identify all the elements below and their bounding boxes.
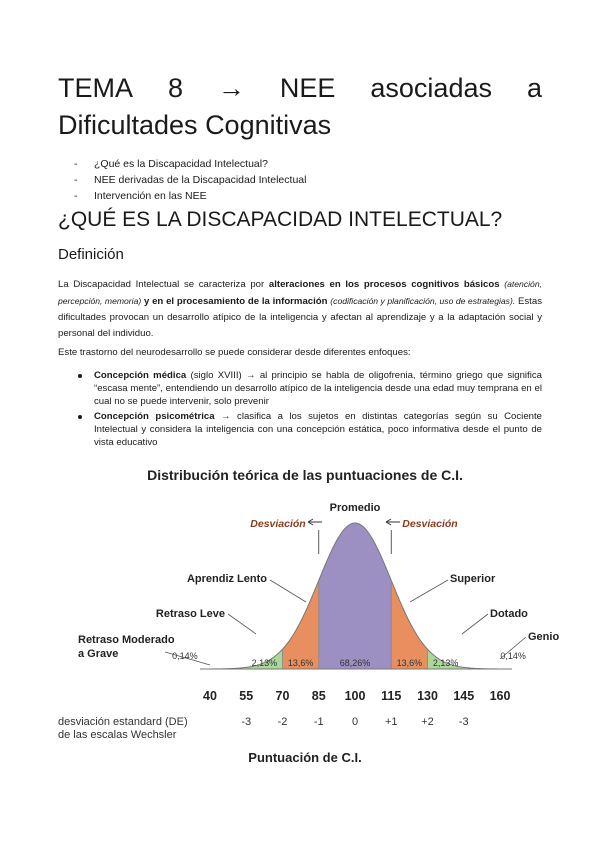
section-heading: ¿QUÉ ES LA DISCAPACIDAD INTELECTUAL? — [58, 208, 503, 231]
leader-line — [228, 614, 256, 634]
x-tick-label: 145 — [453, 689, 475, 703]
x-tick-label: 160 — [489, 689, 511, 703]
region-percent-label: 0,14% — [172, 651, 198, 661]
region-percent-label: 2,13% — [432, 658, 459, 668]
region-label: Dotado — [490, 608, 528, 620]
toc-item: - NEE derivadas de la Discapacidad Intelectual — [74, 172, 306, 188]
approaches-list — [78, 369, 542, 451]
x-tick-label: 85 — [311, 689, 326, 703]
sd-value-label: +1 — [384, 716, 398, 728]
chart-title: Distribución teórica de las puntuaciones de C.I. — [147, 467, 463, 483]
region-label: Genio — [528, 631, 560, 643]
x-axis-title: Puntuación de C.I. — [248, 750, 362, 765]
italic-text-run: (atención, percepción, memoria) — [58, 279, 542, 306]
x-tick-label: 40 — [203, 689, 217, 703]
list-item — [78, 369, 542, 408]
title-word: TEMA — [58, 73, 134, 103]
leader-line — [270, 580, 306, 602]
region-percent-label: 13,6% — [396, 658, 423, 668]
title-word: 8 — [167, 73, 183, 103]
x-tick-label: 115 — [381, 689, 402, 703]
iq-distribution-chart — [58, 462, 560, 772]
leader-line — [410, 580, 448, 602]
text-run: La Discapacidad Intelectual se caracteriza por — [58, 279, 269, 290]
title-line-2: Dificultades Cognitivas — [58, 110, 332, 140]
approaches-intro: Este trastorno del neurodesarrollo se puede considerar desde diferentes enfoques: — [58, 347, 411, 358]
region-percent-label: 0,14% — [500, 651, 526, 661]
sd-row-label: de las escalas Wechsler — [58, 729, 177, 741]
x-tick-label: 55 — [239, 689, 254, 703]
sd-row-label: desviación estandard (DE) — [58, 716, 188, 728]
x-tick-label: 130 — [417, 689, 438, 703]
title-line-1 — [58, 70, 542, 107]
toc-item: - ¿Qué es la Discapacidad Intelectual? — [74, 156, 306, 172]
title-word: NEE — [279, 73, 336, 103]
table-of-contents — [74, 156, 306, 204]
title-word: asociadas — [370, 73, 492, 103]
bold-text-run: y en el procesamiento de la información — [141, 296, 328, 307]
region-label: Superior — [450, 573, 496, 585]
distribution-region-3 — [319, 523, 392, 669]
region-percent-label: 2,13% — [251, 658, 278, 668]
definition-paragraph — [58, 276, 542, 342]
deviation-arrow-left — [308, 519, 322, 525]
list-item-text: (siglo XVIII) → al principio se habla de oligofrenia, término griego que significa “escasa mente”, entendiendo un desarrollo atípico de la inteligencia desde una edad muy temprana en el cual no se puede intervenir, solo prevenir — [94, 370, 542, 407]
page-title — [58, 70, 542, 144]
subsection-heading: Definición — [58, 246, 124, 263]
sd-value-label: -3 — [241, 716, 252, 728]
list-item-text: → clasifica a los sujetos en distintas categorías según su Cociente Intelectual y considera la inteligencia con una concepción estática, poco informativa desde el punto de vista educativo — [94, 411, 542, 448]
sd-value-label: 0 — [351, 716, 359, 728]
x-tick-label: 100 — [344, 689, 366, 703]
list-item-bold: Concepción psicométrica — [94, 411, 215, 422]
title-word: → — [217, 73, 245, 103]
sd-value-label: -3 — [458, 716, 469, 728]
deviation-label-left: Desviación — [250, 518, 306, 530]
region-percent-label: 68,26% — [339, 658, 371, 668]
region-label: Promedio — [329, 502, 381, 514]
text-run: Estas dificultades provocan un desarrollo atípico de la inteligencia y afectan al aprendizaje y a la adaptación social y personal del individuo. — [58, 296, 542, 339]
italic-text-run: (codificación y planificación, uso de estrategias). — [330, 296, 516, 306]
region-percent-label: 13,6% — [287, 658, 314, 668]
x-tick-label: 70 — [275, 689, 290, 703]
list-item-bold: Concepción médica — [94, 370, 187, 381]
sd-value-label: -2 — [277, 716, 288, 728]
region-label: Aprendiz Lento — [186, 573, 267, 585]
region-label: Retraso Moderado — [78, 634, 175, 646]
sd-value-label: -1 — [313, 716, 324, 728]
bold-text-run: alteraciones en los procesos cognitivos básicos — [268, 279, 500, 290]
leader-line — [462, 614, 488, 634]
title-word: a — [526, 73, 542, 103]
sd-value-label: +2 — [421, 716, 434, 728]
region-label: Retraso Leve — [155, 608, 225, 620]
region-label: a Grave — [78, 648, 119, 660]
deviation-arrow-right — [386, 519, 400, 525]
list-item — [78, 410, 542, 449]
toc-item: - Intervención en las NEE — [74, 188, 306, 204]
deviation-label-right: Desviación — [402, 518, 458, 530]
